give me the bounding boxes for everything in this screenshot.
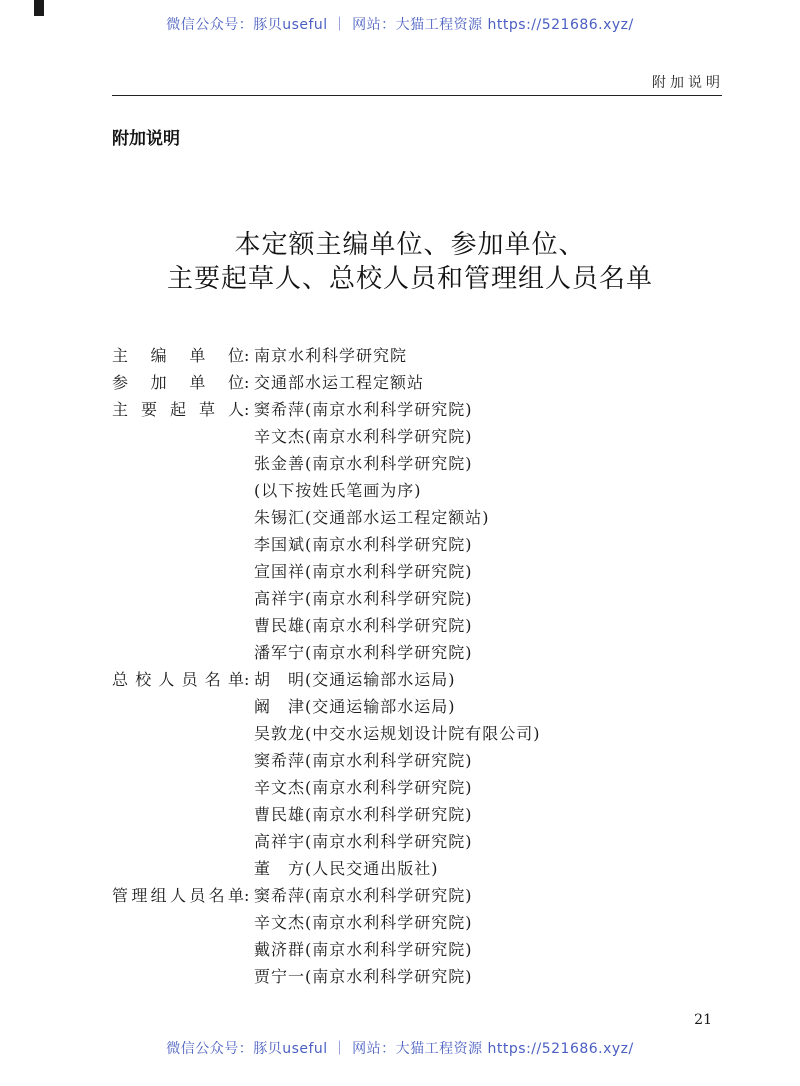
roster-group-label: 主编单位 xyxy=(112,346,244,365)
roster-entry: 辛文杰(南京水利科学研究院) xyxy=(254,427,473,446)
roster-entry: 曹民雄(南京水利科学研究院) xyxy=(254,805,473,824)
personnel-roster xyxy=(112,342,712,990)
roster-row xyxy=(112,342,712,369)
roster-row xyxy=(112,396,712,423)
watermark-bottom: 微信公众号：豚贝useful ｜ 网站：大猫工程资源 https://521686.xyz/ xyxy=(166,1041,634,1057)
roster-group-label: 参加单位 xyxy=(112,373,244,392)
roster-colon: : xyxy=(244,886,250,905)
roster-row xyxy=(112,585,712,612)
roster-colon: : xyxy=(244,373,250,392)
roster-entry: 窦希萍(南京水利科学研究院) xyxy=(254,400,473,419)
roster-entry: 李国斌(南京水利科学研究院) xyxy=(254,535,473,554)
title-line-2: 主要起草人、总校人员和管理组人员名单 xyxy=(166,264,653,294)
roster-entry: 宣国祥(南京水利科学研究院) xyxy=(254,562,473,581)
roster-row xyxy=(112,423,712,450)
title-line-1: 本定额主编单位、参加单位、 xyxy=(234,230,586,260)
roster-row xyxy=(112,369,712,396)
roster-row xyxy=(112,558,712,585)
page-number: 21 xyxy=(694,1012,712,1028)
roster-entry: (以下按姓氏笔画为序) xyxy=(254,481,422,500)
running-head: 附加说明 xyxy=(652,75,724,91)
roster-row xyxy=(112,477,712,504)
roster-row xyxy=(112,666,712,693)
roster-row xyxy=(112,828,712,855)
roster-group-label: 主要起草人 xyxy=(112,400,244,419)
roster-row xyxy=(112,909,712,936)
roster-entry: 潘军宁(南京水利科学研究院) xyxy=(254,643,473,662)
section-label: 附加说明 xyxy=(112,129,180,149)
roster-row xyxy=(112,936,712,963)
roster-row xyxy=(112,855,712,882)
roster-colon: : xyxy=(244,670,250,689)
roster-row xyxy=(112,693,712,720)
roster-entry: 吴敦龙(中交水运规划设计院有限公司) xyxy=(254,724,541,743)
roster-row xyxy=(112,963,712,990)
roster-row xyxy=(112,504,712,531)
roster-entry: 曹民雄(南京水利科学研究院) xyxy=(254,616,473,635)
watermark-top: 微信公众号：豚贝useful ｜ 网站：大猫工程资源 https://521686.xyz/ xyxy=(166,17,634,33)
roster-entry: 窦希萍(南京水利科学研究院) xyxy=(254,751,473,770)
roster-group-label: 总校人员名单 xyxy=(112,670,244,689)
roster-row xyxy=(112,639,712,666)
roster-row xyxy=(112,882,712,909)
roster-row xyxy=(112,612,712,639)
header-rule xyxy=(112,95,722,96)
roster-entry: 高祥宇(南京水利科学研究院) xyxy=(254,832,473,851)
roster-entry: 辛文杰(南京水利科学研究院) xyxy=(254,778,473,797)
roster-entry: 董 方(人民交通出版社) xyxy=(254,859,439,878)
roster-entry: 辛文杰(南京水利科学研究院) xyxy=(254,913,473,932)
roster-entry: 南京水利科学研究院 xyxy=(254,346,408,365)
roster-row xyxy=(112,774,712,801)
roster-entry: 戴济群(南京水利科学研究院) xyxy=(254,940,473,959)
roster-entry: 胡 明(交通运输部水运局) xyxy=(254,670,456,689)
roster-entry: 朱锡汇(交通部水运工程定额站) xyxy=(254,508,490,527)
roster-group-label: 管理组人员名单 xyxy=(112,886,244,905)
roster-entry: 高祥宇(南京水利科学研究院) xyxy=(254,589,473,608)
roster-entry: 张金善(南京水利科学研究院) xyxy=(254,454,473,473)
roster-colon: : xyxy=(244,400,250,419)
roster-row xyxy=(112,531,712,558)
roster-row xyxy=(112,450,712,477)
roster-row xyxy=(112,747,712,774)
roster-entry: 贾宁一(南京水利科学研究院) xyxy=(254,967,473,986)
roster-row xyxy=(112,801,712,828)
roster-colon: : xyxy=(244,346,250,365)
roster-entry: 阚 津(交通运输部水运局) xyxy=(254,697,456,716)
roster-entry: 窦希萍(南京水利科学研究院) xyxy=(254,886,473,905)
roster-row xyxy=(112,720,712,747)
roster-entry: 交通部水运工程定额站 xyxy=(254,373,425,392)
